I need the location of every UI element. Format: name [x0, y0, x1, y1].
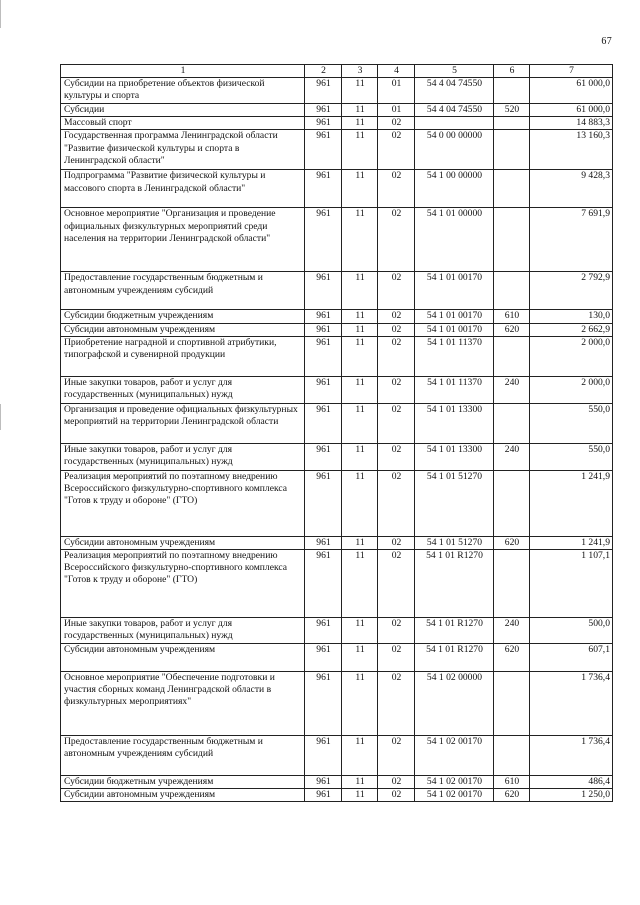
cell-expense-type: [494, 736, 530, 776]
cell-target-code: 54 1 01 00170: [415, 323, 494, 336]
cell-name: Субсидии бюджетным учреждениям: [61, 776, 305, 789]
margin-mark: [0, 404, 1, 430]
cell-subsection-code: 02: [378, 403, 415, 443]
table-row: [61, 443, 613, 470]
table-row: [61, 470, 613, 536]
cell-ministry-code: 961: [305, 644, 342, 672]
column-header: 5: [415, 65, 494, 78]
cell-name: Приобретение наградной и спортивной атрибутики, типографской и сувенирной продукции: [61, 336, 305, 376]
cell-expense-type: [494, 170, 530, 208]
cell-target-code: [415, 117, 494, 130]
cell-name: Государственная программа Ленинградской области "Развитие физической культуры и спорта в Ленинградской области": [61, 130, 305, 170]
cell-expense-type: 240: [494, 618, 530, 644]
cell-expense-type: [494, 117, 530, 130]
margin-mark: [0, 0, 1, 28]
cell-name: Субсидии на приобретение объектов физической культуры и спорта: [61, 78, 305, 104]
cell-name: Субсидии автономным учреждениям: [61, 644, 305, 672]
cell-section-code: 11: [342, 672, 378, 736]
cell-target-code: 54 1 01 11370: [415, 376, 494, 403]
cell-name: Субсидии автономным учреждениям: [61, 323, 305, 336]
cell-amount: 1 241,9: [530, 536, 613, 549]
cell-target-code: 54 1 00 00000: [415, 170, 494, 208]
cell-subsection-code: 02: [378, 272, 415, 310]
cell-ministry-code: 961: [305, 104, 342, 117]
table-row: [61, 536, 613, 549]
table-row: [61, 272, 613, 310]
cell-name: Основное мероприятие "Обеспечение подготовки и участия сборных команд Ленинградской области в физкультурных мероприятиях": [61, 672, 305, 736]
cell-expense-type: 240: [494, 443, 530, 470]
cell-expense-type: [494, 672, 530, 736]
cell-expense-type: [494, 130, 530, 170]
cell-target-code: 54 1 01 R1270: [415, 644, 494, 672]
table-row: [61, 403, 613, 443]
table-row: [61, 376, 613, 403]
cell-expense-type: 610: [494, 776, 530, 789]
page-number: 67: [601, 36, 612, 47]
cell-ministry-code: 961: [305, 736, 342, 776]
cell-ministry-code: 961: [305, 403, 342, 443]
cell-subsection-code: 02: [378, 310, 415, 323]
cell-subsection-code: 02: [378, 130, 415, 170]
cell-subsection-code: 02: [378, 376, 415, 403]
table-row: [61, 208, 613, 272]
column-header: 7: [530, 65, 613, 78]
cell-section-code: 11: [342, 550, 378, 618]
cell-target-code: 54 1 01 R1270: [415, 618, 494, 644]
cell-expense-type: [494, 403, 530, 443]
cell-target-code: 54 0 00 00000: [415, 130, 494, 170]
column-header: 4: [378, 65, 415, 78]
column-header: 6: [494, 65, 530, 78]
cell-target-code: 54 1 01 R1270: [415, 550, 494, 618]
cell-target-code: 54 4 04 74550: [415, 78, 494, 104]
cell-ministry-code: 961: [305, 272, 342, 310]
cell-subsection-code: 02: [378, 789, 415, 802]
table-row: [61, 618, 613, 644]
cell-name: Предоставление государственным бюджетным и автономным учреждениям субсидий: [61, 272, 305, 310]
cell-expense-type: [494, 550, 530, 618]
cell-section-code: 11: [342, 789, 378, 802]
cell-name: Организация и проведение официальных физкультурных мероприятий на территории Ленинградской области: [61, 403, 305, 443]
cell-subsection-code: 02: [378, 644, 415, 672]
cell-section-code: 11: [342, 104, 378, 117]
table-row: [61, 672, 613, 736]
cell-section-code: 11: [342, 536, 378, 549]
cell-subsection-code: 02: [378, 470, 415, 536]
column-header: 2: [305, 65, 342, 78]
cell-section-code: 11: [342, 130, 378, 170]
cell-ministry-code: 961: [305, 618, 342, 644]
cell-amount: 2 000,0: [530, 336, 613, 376]
cell-ministry-code: 961: [305, 672, 342, 736]
cell-target-code: 54 1 02 00170: [415, 789, 494, 802]
cell-expense-type: 620: [494, 536, 530, 549]
table-row: [61, 78, 613, 104]
cell-target-code: 54 1 01 51270: [415, 536, 494, 549]
cell-expense-type: 520: [494, 104, 530, 117]
cell-section-code: 11: [342, 376, 378, 403]
cell-ministry-code: 961: [305, 310, 342, 323]
cell-amount: 14 883,3: [530, 117, 613, 130]
cell-target-code: 54 1 01 00170: [415, 272, 494, 310]
cell-expense-type: [494, 470, 530, 536]
cell-subsection-code: 02: [378, 672, 415, 736]
cell-subsection-code: 02: [378, 117, 415, 130]
cell-section-code: 11: [342, 736, 378, 776]
cell-amount: 2 000,0: [530, 376, 613, 403]
cell-expense-type: [494, 336, 530, 376]
table-row: [61, 550, 613, 618]
column-header: 1: [61, 65, 305, 78]
cell-target-code: 54 1 02 00000: [415, 672, 494, 736]
cell-subsection-code: 02: [378, 336, 415, 376]
cell-section-code: 11: [342, 403, 378, 443]
table-row: [61, 776, 613, 789]
cell-ministry-code: 961: [305, 336, 342, 376]
cell-section-code: 11: [342, 117, 378, 130]
cell-amount: 486,4: [530, 776, 613, 789]
table-row: [61, 336, 613, 376]
cell-section-code: 11: [342, 644, 378, 672]
cell-name: Массовый спорт: [61, 117, 305, 130]
cell-amount: 1 736,4: [530, 736, 613, 776]
cell-name: Предоставление государственным бюджетным и автономным учреждениям субсидий: [61, 736, 305, 776]
cell-subsection-code: 02: [378, 443, 415, 470]
cell-subsection-code: 01: [378, 104, 415, 117]
cell-target-code: 54 1 02 00170: [415, 776, 494, 789]
cell-subsection-code: 02: [378, 550, 415, 618]
budget-table: [60, 64, 613, 802]
table-row: [61, 310, 613, 323]
table-row: [61, 170, 613, 208]
cell-name: Субсидии автономным учреждениям: [61, 789, 305, 802]
cell-amount: 607,1: [530, 644, 613, 672]
cell-ministry-code: 961: [305, 78, 342, 104]
cell-amount: 2 792,9: [530, 272, 613, 310]
table-row: [61, 789, 613, 802]
cell-name: Реализация мероприятий по поэтапному внедрению Всероссийского физкультурно-спортивного комплекса "Готов к труду и обороне" (ГТО): [61, 470, 305, 536]
cell-amount: 550,0: [530, 443, 613, 470]
cell-target-code: 54 1 01 51270: [415, 470, 494, 536]
cell-target-code: 54 1 01 13300: [415, 403, 494, 443]
cell-name: Субсидии бюджетным учреждениям: [61, 310, 305, 323]
cell-section-code: 11: [342, 776, 378, 789]
cell-ministry-code: 961: [305, 130, 342, 170]
cell-ministry-code: 961: [305, 443, 342, 470]
table-row: [61, 323, 613, 336]
cell-section-code: 11: [342, 470, 378, 536]
cell-subsection-code: 02: [378, 776, 415, 789]
cell-section-code: 11: [342, 336, 378, 376]
cell-expense-type: 240: [494, 376, 530, 403]
cell-amount: 500,0: [530, 618, 613, 644]
cell-ministry-code: 961: [305, 536, 342, 549]
cell-expense-type: 620: [494, 789, 530, 802]
cell-expense-type: [494, 208, 530, 272]
cell-target-code: 54 1 01 00170: [415, 310, 494, 323]
cell-subsection-code: 02: [378, 536, 415, 549]
cell-subsection-code: 02: [378, 170, 415, 208]
table-body: [61, 78, 613, 802]
cell-amount: 1 241,9: [530, 470, 613, 536]
cell-amount: 7 691,9: [530, 208, 613, 272]
cell-ministry-code: 961: [305, 550, 342, 618]
cell-name: Иные закупки товаров, работ и услуг для государственных (муниципальных) нужд: [61, 618, 305, 644]
cell-section-code: 11: [342, 208, 378, 272]
table-row: [61, 130, 613, 170]
cell-ministry-code: 961: [305, 376, 342, 403]
cell-amount: 13 160,3: [530, 130, 613, 170]
cell-section-code: 11: [342, 272, 378, 310]
cell-ministry-code: 961: [305, 170, 342, 208]
cell-amount: 1 736,4: [530, 672, 613, 736]
cell-name: Иные закупки товаров, работ и услуг для государственных (муниципальных) нужд: [61, 376, 305, 403]
table-row: [61, 736, 613, 776]
column-header: 3: [342, 65, 378, 78]
cell-target-code: 54 1 02 00170: [415, 736, 494, 776]
cell-section-code: 11: [342, 78, 378, 104]
cell-amount: 130,0: [530, 310, 613, 323]
cell-amount: 2 662,9: [530, 323, 613, 336]
cell-target-code: 54 1 01 11370: [415, 336, 494, 376]
cell-name: Иные закупки товаров, работ и услуг для государственных (муниципальных) нужд: [61, 443, 305, 470]
cell-subsection-code: 02: [378, 618, 415, 644]
cell-name: Реализация мероприятий по поэтапному внедрению Всероссийского физкультурно-спортивного комплекса "Готов к труду и обороне" (ГТО): [61, 550, 305, 618]
header-row: [61, 65, 613, 78]
cell-expense-type: 620: [494, 323, 530, 336]
cell-section-code: 11: [342, 618, 378, 644]
cell-subsection-code: 02: [378, 323, 415, 336]
cell-subsection-code: 02: [378, 208, 415, 272]
cell-subsection-code: 02: [378, 736, 415, 776]
cell-ministry-code: 961: [305, 776, 342, 789]
cell-ministry-code: 961: [305, 208, 342, 272]
cell-amount: 9 428,3: [530, 170, 613, 208]
cell-name: Субсидии: [61, 104, 305, 117]
table-row: [61, 104, 613, 117]
cell-target-code: 54 1 01 00000: [415, 208, 494, 272]
cell-amount: 61 000,0: [530, 104, 613, 117]
cell-subsection-code: 01: [378, 78, 415, 104]
cell-name: Подпрограмма "Развитие физической культуры и массового спорта в Ленинградской области": [61, 170, 305, 208]
cell-amount: 61 000,0: [530, 78, 613, 104]
cell-name: Субсидии автономным учреждениям: [61, 536, 305, 549]
cell-amount: 1 250,0: [530, 789, 613, 802]
table-row: [61, 644, 613, 672]
cell-section-code: 11: [342, 310, 378, 323]
cell-amount: 1 107,1: [530, 550, 613, 618]
cell-target-code: 54 4 04 74550: [415, 104, 494, 117]
cell-expense-type: 620: [494, 644, 530, 672]
cell-expense-type: [494, 272, 530, 310]
table-row: [61, 117, 613, 130]
cell-ministry-code: 961: [305, 789, 342, 802]
cell-ministry-code: 961: [305, 470, 342, 536]
cell-amount: 550,0: [530, 403, 613, 443]
cell-name: Основное мероприятие "Организация и проведение официальных физкультурных мероприятий среди населения на территории Ленинградской области": [61, 208, 305, 272]
cell-expense-type: [494, 78, 530, 104]
cell-section-code: 11: [342, 170, 378, 208]
cell-ministry-code: 961: [305, 117, 342, 130]
cell-section-code: 11: [342, 323, 378, 336]
cell-ministry-code: 961: [305, 323, 342, 336]
cell-target-code: 54 1 01 13300: [415, 443, 494, 470]
cell-expense-type: 610: [494, 310, 530, 323]
cell-section-code: 11: [342, 443, 378, 470]
